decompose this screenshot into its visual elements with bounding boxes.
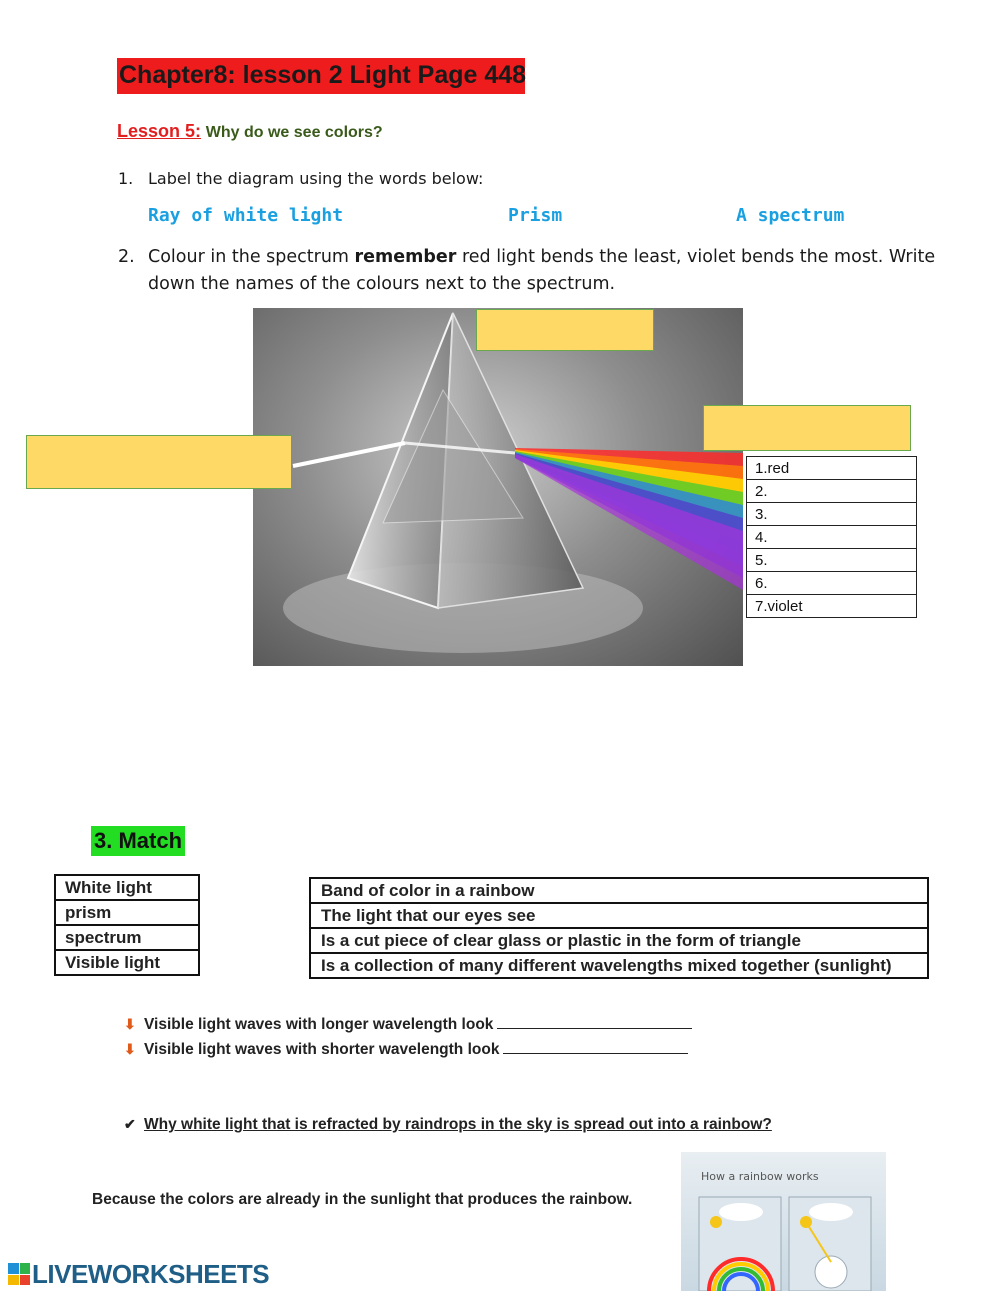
answer-box-spectrum[interactable] — [703, 405, 911, 451]
rainbow-answer: Because the colors are already in the sunlight that produces the rainbow. — [92, 1191, 633, 1208]
logo-mark-icon — [8, 1263, 30, 1285]
question-1-text: Label the diagram using the words below: — [148, 169, 484, 188]
wavelength-shorter-blank[interactable] — [503, 1053, 688, 1054]
color-item[interactable]: 2. — [747, 480, 917, 503]
wavelength-longer — [124, 1016, 692, 1034]
match-definition[interactable]: Is a cut piece of clear glass or plastic in the form of triangle — [310, 928, 928, 953]
question-1 — [118, 169, 483, 188]
chapter-title: Chapter8: lesson 2 Light Page 448 — [117, 58, 525, 94]
question-1-number: 1. — [118, 169, 134, 188]
question-2 — [118, 244, 988, 298]
color-item[interactable]: 4. — [747, 526, 917, 549]
word-a-spectrum: A spectrum — [736, 205, 845, 226]
bullet-arrow-icon: ⬇ — [124, 1041, 136, 1057]
wavelength-shorter — [124, 1041, 688, 1059]
match-definition[interactable]: The light that our eyes see — [310, 903, 928, 928]
lesson-heading — [117, 121, 383, 142]
rainbow-question-text: Why white light that is refracted by raindrops in the sky is spread out into a rainbow? — [144, 1116, 772, 1133]
prism-illustration — [253, 308, 743, 666]
answer-box-white-light[interactable] — [26, 435, 292, 489]
rainbow-question — [124, 1116, 772, 1134]
word-ray-of-white-light: Ray of white light — [148, 205, 344, 226]
match-definition[interactable]: Band of color in a rainbow — [310, 878, 928, 903]
prism-photo — [253, 308, 743, 666]
wavelength-longer-blank[interactable] — [497, 1028, 692, 1029]
match-term[interactable]: Visible light — [55, 950, 199, 975]
word-prism: Prism — [508, 205, 563, 226]
color-item[interactable]: 5. — [747, 549, 917, 572]
rainbow-diagram-image — [681, 1152, 886, 1291]
question-2-number: 2. — [118, 247, 135, 267]
wavelength-longer-text: Visible light waves with longer wavelength look — [144, 1016, 494, 1033]
match-term[interactable]: spectrum — [55, 925, 199, 950]
color-item[interactable]: 1.red — [747, 457, 917, 480]
question-2-text-before: Colour in the spectrum — [148, 247, 355, 267]
match-term[interactable]: prism — [55, 900, 199, 925]
rainbow-diagram-illustration — [681, 1152, 886, 1291]
spectrum-color-list — [746, 456, 917, 618]
lesson-question: Why do we see colors? — [205, 124, 383, 141]
checkmark-icon: ✔ — [124, 1116, 136, 1132]
match-terms — [54, 874, 200, 976]
match-term[interactable]: White light — [55, 875, 199, 900]
question-2-text-bold: remember — [354, 247, 457, 267]
color-item[interactable]: 6. — [747, 572, 917, 595]
logo-text: LIVEWORKSHEETS — [32, 1258, 270, 1289]
liveworksheets-logo — [8, 1259, 269, 1289]
color-item[interactable]: 7.violet — [747, 595, 917, 618]
bullet-arrow-icon: ⬇ — [124, 1016, 136, 1032]
question-2-text-after: red light bends the least, violet bends the most. Write — [456, 247, 936, 267]
match-definitions — [309, 877, 929, 979]
question-2-text-line2: down the names of the colours next to the spectrum. — [148, 274, 616, 294]
lesson-label: Lesson 5: — [117, 121, 202, 141]
wavelength-shorter-text: Visible light waves with shorter wavelength look — [144, 1041, 500, 1058]
rainbow-image-caption: How a rainbow works — [701, 1170, 819, 1183]
answer-box-prism[interactable] — [476, 309, 654, 351]
match-heading: 3. Match — [91, 826, 185, 856]
color-item[interactable]: 3. — [747, 503, 917, 526]
match-definition[interactable]: Is a collection of many different wavelengths mixed together (sunlight) — [310, 953, 928, 978]
